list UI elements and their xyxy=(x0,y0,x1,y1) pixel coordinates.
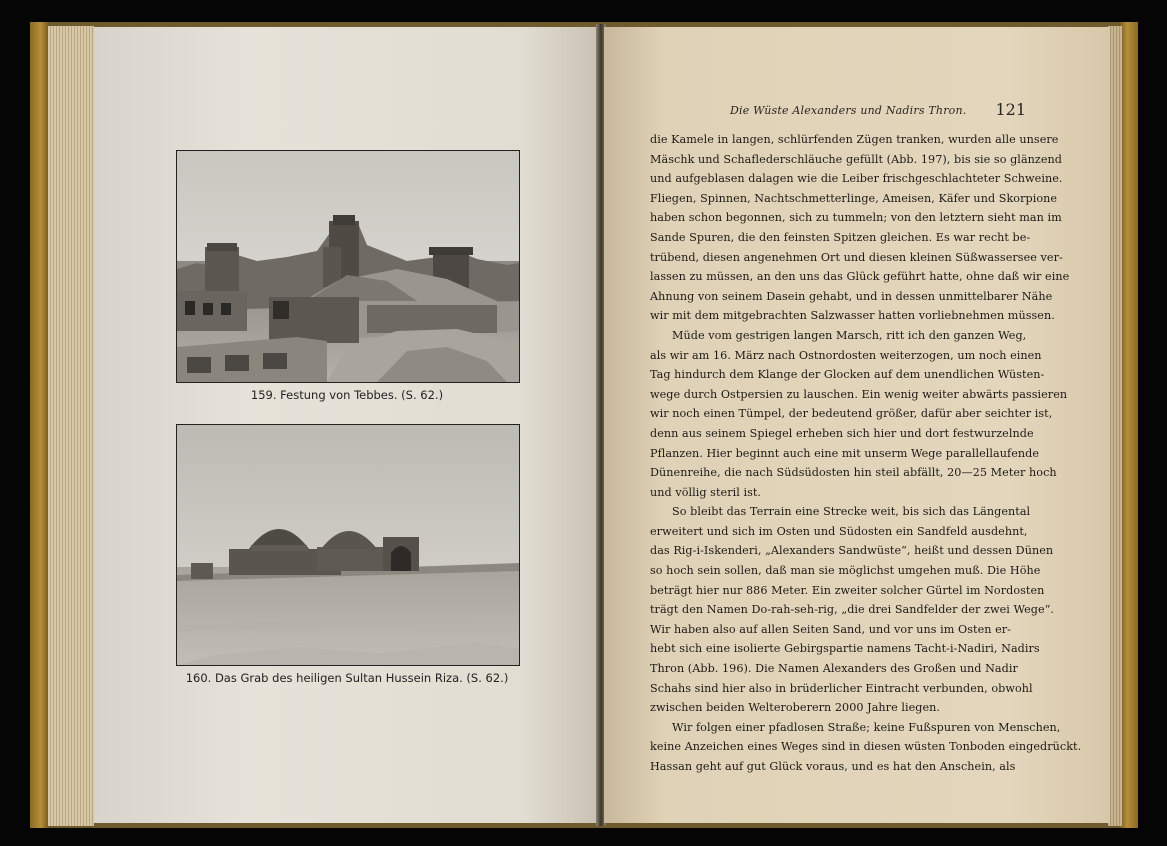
figure-tomb-photo xyxy=(176,424,520,666)
text-line: beträgt hier nur 886 Meter. Ein zweiter solcher Gürtel im Nordosten xyxy=(650,583,1045,597)
page-number: 121 xyxy=(995,100,1026,119)
text-line: Dünenreihe, die nach Südsüdosten hin steil abfällt, 20—25 Meter hoch xyxy=(650,466,1057,480)
domed-tomb-photo xyxy=(177,425,519,665)
text-line: Schahs sind hier also in brüderlicher Eintracht verbunden, obwohl xyxy=(650,681,1033,695)
text-line: als wir am 16. März nach Ostnordosten weiterzogen, um noch einen xyxy=(650,348,1042,362)
text-line: erweitert und sich im Osten und Südosten ein Sandfeld ausdehnt, xyxy=(650,524,1028,538)
text-line: Pflanzen. Hier beginnt auch eine mit unserm Wege parallellaufende xyxy=(650,446,1040,460)
body-text xyxy=(650,130,1082,777)
text-line: das Rig-i-Iskenderi, „Alexanders Sandwüste“, heißt und dessen Dünen xyxy=(650,544,1054,558)
text-line: keine Anzeichen eines Weges sind in diesen wüsten Tonboden eingedrückt. xyxy=(650,740,1082,754)
text-line: So bleibt das Terrain eine Strecke weit, bis sich das Längental xyxy=(672,505,1031,519)
text-line: Mäschk und Schaflederschläuche gefüllt (Abb. 197), bis sie so glänzend xyxy=(650,152,1062,166)
text-line: Müde vom gestrigen langen Marsch, ritt ich den ganzen Weg, xyxy=(672,328,1027,342)
text-line: Wir folgen einer pfadlosen Straße; keine Fußspuren von Menschen, xyxy=(672,720,1061,734)
text-line: so hoch sein sollen, daß man sie möglichst umgehen muß. Die Höhe xyxy=(650,564,1041,578)
figure-fortress-photo xyxy=(176,150,520,383)
text-line: Wir haben also auf allen Seiten Sand, und vor uns im Osten er- xyxy=(650,622,1011,636)
text-line: denn aus seinem Spiegel erheben sich hier und dort festwurzelnde xyxy=(650,426,1034,440)
text-line: die Kamele in langen, schlürfenden Zügen tranken, wurden alle unsere xyxy=(650,133,1059,146)
text-line: wege durch Ostpersien zu lauschen. Ein wenig weiter abwärts passieren xyxy=(650,387,1068,401)
text-line: trägt den Namen Do-rah-seh-rig, „die drei Sandfelder der zwei Wege“. xyxy=(650,603,1055,617)
text-line: hebt sich eine isolierte Gebirgspartie namens Tacht-i-Nadiri, Nadirs xyxy=(650,642,1040,656)
book-cover-edge-left xyxy=(30,22,48,828)
text-line: lassen zu müssen, an den uns das Glück geführt hatte, ohne daß wir eine xyxy=(650,270,1070,284)
figure-160-caption: 160. Das Grab des heiligen Sultan Hussein Riza. (S. 62.) xyxy=(185,671,509,685)
book-cover-edge-right xyxy=(1120,22,1138,828)
text-line: trübend, diesen angenehmen Ort und diesen kleinen Süßwassersee ver- xyxy=(650,250,1063,264)
text-line: Sande Spuren, die den feinsten Spitzen gleichen. Es war recht be- xyxy=(650,230,1031,244)
fortress-ruins-photo xyxy=(177,151,519,382)
text-line: Tag hindurch dem Klange der Glocken auf dem unendlichen Wüsten- xyxy=(650,368,1045,382)
text-line: haben schon begonnen, sich zu tummeln; von den letztern sieht man im xyxy=(650,211,1062,225)
left-page xyxy=(94,27,598,823)
text-line: Hassan geht auf gut Glück voraus, und es hat den Anschein, als xyxy=(650,760,1016,773)
running-header: Die Wüste Alexanders und Nadirs Thron. xyxy=(730,104,967,117)
text-line: und aufgeblasen dalagen wie die Leiber frischgeschlachteter Schweine. xyxy=(650,172,1063,186)
page-stack-left xyxy=(48,26,94,826)
text-line: zwischen beiden Welteroberern 2000 Jahre liegen. xyxy=(650,701,941,715)
text-line: Fliegen, Spinnen, Nachtschmetterlinge, Ameisen, Käfer und Skorpione xyxy=(650,191,1058,205)
figure-159-caption: 159. Festung von Tebbes. (S. 62.) xyxy=(250,388,444,402)
text-line: Ahnung von seinem Dasein gehabt, und in dessen unmittelbarer Nähe xyxy=(650,289,1053,303)
text-line: und völlig steril ist. xyxy=(650,485,762,499)
text-line: Thron (Abb. 196). Die Namen Alexanders des Großen und Nadir xyxy=(650,662,1018,676)
page-stack-right xyxy=(1108,26,1122,826)
text-line: wir mit dem mitgebrachten Salzwasser hatten vorliebnehmen müssen. xyxy=(650,309,1055,323)
text-line: wir noch einen Tümpel, der bedeutend größer, dafür aber seichter ist, xyxy=(650,407,1053,421)
